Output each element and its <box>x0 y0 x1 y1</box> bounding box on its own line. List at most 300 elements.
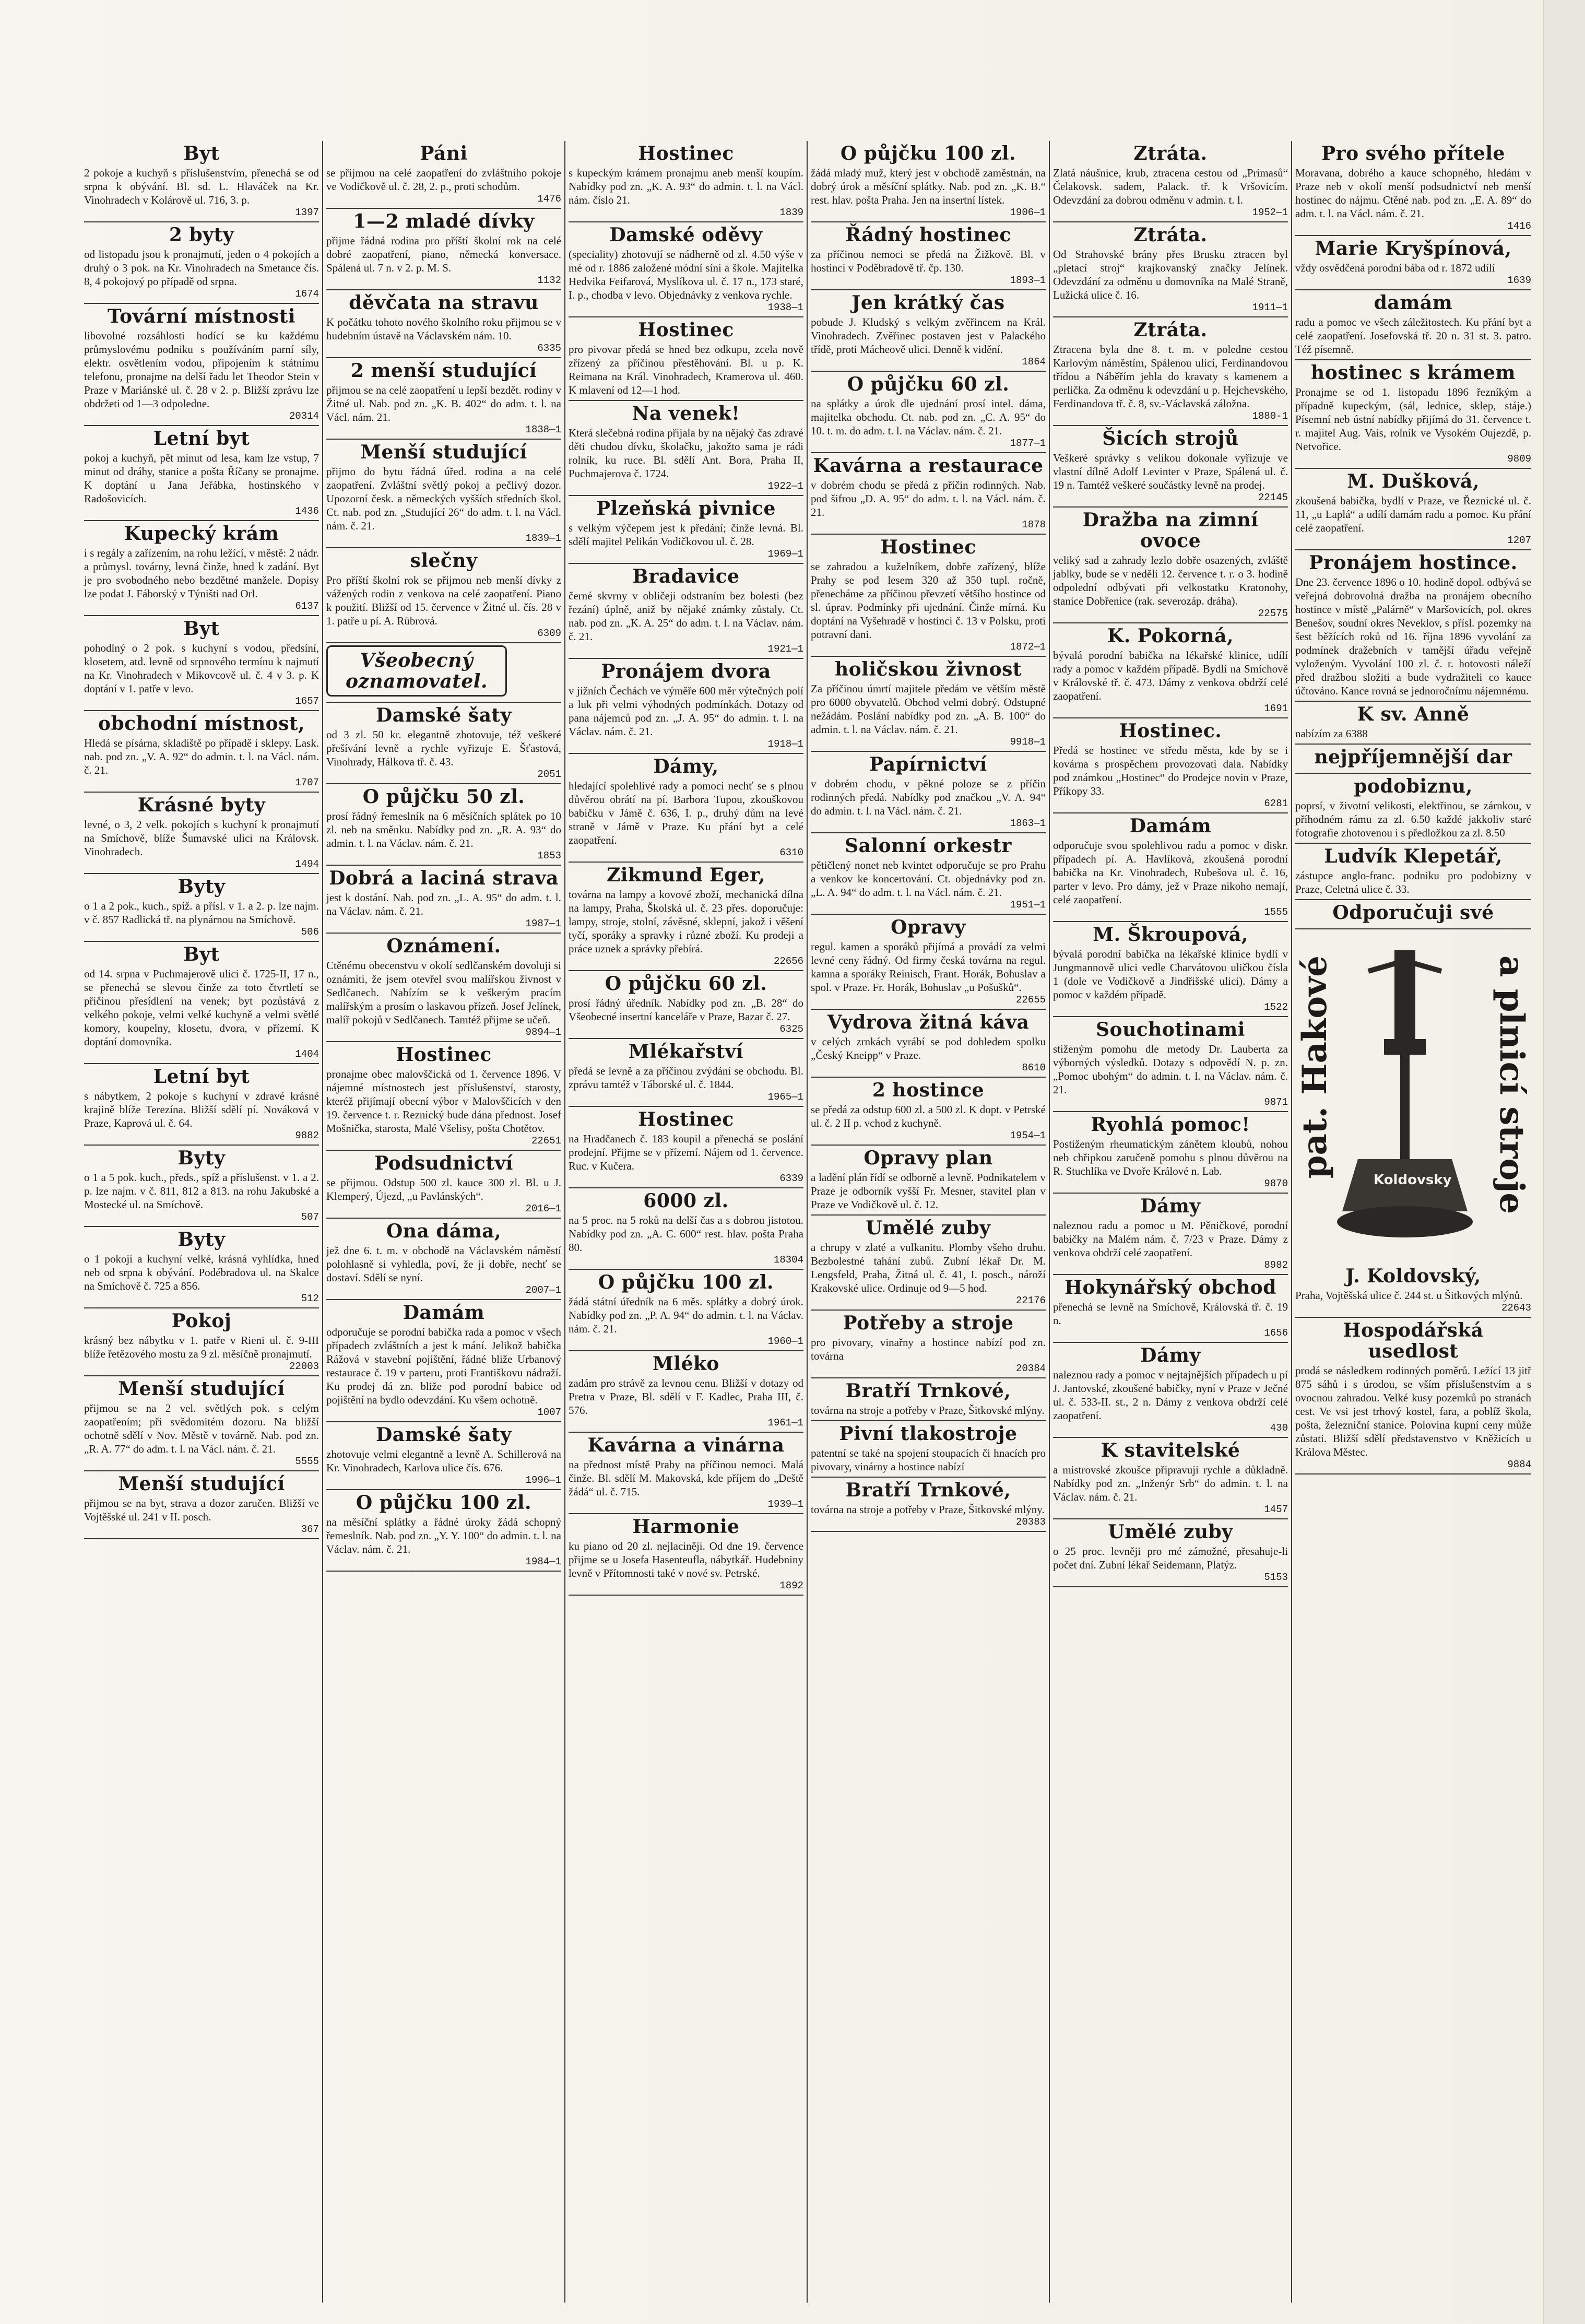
ad-title: Plzeňská pivnice <box>596 498 776 520</box>
ad-code: 1476 <box>537 193 561 205</box>
ad-body: zhotovuje velmi elegantně a levně A. Schillerová na Kr. Vinohradech, Karlova ulice čís. 676. <box>326 1448 561 1474</box>
ad-body: nabízím za 6388 <box>1295 727 1368 740</box>
ad-code: 22145 <box>1258 492 1288 503</box>
ad-title: Ryohlá pomoc! <box>1091 1114 1250 1136</box>
classified-ad <box>326 290 561 358</box>
ad-code: 1960—1 <box>767 1336 803 1347</box>
ad-code: 8982 <box>1264 1259 1288 1271</box>
ad-title: Dámy <box>1140 1344 1201 1366</box>
classified-ad <box>811 222 1046 290</box>
classified-ad <box>1295 469 1531 550</box>
ad-code: 5555 <box>295 1456 319 1467</box>
ad-code: 1864 <box>1022 356 1046 368</box>
page-margin <box>1543 0 1585 2324</box>
classified-ad <box>84 711 319 793</box>
ad-code: 20383 <box>1015 1516 1046 1528</box>
ad-code: 22655 <box>1015 994 1046 1006</box>
ad-title: Ztráta. <box>1133 224 1208 246</box>
ad-title: Podsudnictví <box>374 1152 513 1174</box>
ad-code: 1555 <box>1264 906 1288 918</box>
ad-body: žádá mladý muž, který jest v obchodě zaměstnán, na dobrý úrok a měsíční splátky. Nab. pod zn. „K. B.“ rest. hlav. pošta Praha. Jen na insertní lístek. <box>811 167 1046 206</box>
ad-code: 512 <box>301 1293 319 1304</box>
ad-title: Menší studující <box>360 441 527 463</box>
ad-code: 1954—1 <box>1010 1130 1046 1141</box>
classified-ad <box>1053 718 1288 813</box>
ad-title: K. Pokorná, <box>1107 625 1234 647</box>
ad-body: bývalá porodní babička na lékařské klinice, udílí rady a pomoc v každém případě. Bydlí na Smíchově v Královské tř. č. 473. Dámy z venkova obdrží celé zaopatření. <box>1053 649 1288 702</box>
classified-ad <box>569 496 803 564</box>
classified-ad <box>1295 702 1531 745</box>
ad-code: 1952—1 <box>1252 207 1288 218</box>
ad-body: v dobrém chodu se předá z příčin rodinných. Nab. pod šifrou „D. A. 95“ do adm. t. l. na Václ. nám. č. 21. <box>811 479 1046 518</box>
ad-code: 507 <box>301 1211 319 1223</box>
classified-ad <box>569 141 803 222</box>
ad-title: Hostinec <box>638 319 734 341</box>
ad-code: 9809 <box>1507 453 1531 465</box>
ad-body: prosí řádný úředník. Nabídky pod zn. „B. 28“ do Všeobecné insertní kanceláře v Praze, Bazar č. 27. <box>569 997 803 1023</box>
ad-body: na přednost místě Praby na příčinou nemoci. Malá činže. Bl. sdělí M. Makovská, kde příjem do „Deště žádá“ ul. č. 715. <box>569 1458 803 1498</box>
ad-code: 8610 <box>1022 1062 1046 1073</box>
classified-ad <box>1053 141 1288 222</box>
ad-body: stiženým pomohu dle metody Dr. Lauberta za výborných výsledků. Dotazy s odpovědí N. p. zn. „Pomoc ubohým“ do admin. t. l. na Václav. nám. č. 21. <box>1053 1043 1288 1096</box>
ad-body: hledající spolehlivé rady a pomoci nechť se s plnou důvěrou obrátí na pí. Barbora Tupou, zkouškovou babičku v Jámě č. 636, I. p., druhý dům na levé straně v Jámě v Praze. Ku přání byt a celé zaopatření. <box>569 780 803 846</box>
ad-code: 1878 <box>1022 519 1046 530</box>
ad-body: za příčinou nemoci se předá na Žižkově. Bl. v hostinci v Poděbradově tř. čp. 130. <box>811 248 1046 274</box>
classified-ad <box>569 1514 803 1596</box>
classified-ad <box>811 657 1046 752</box>
classified-ad <box>811 1146 1046 1216</box>
classified-ad <box>1295 745 1531 774</box>
ad-body: na splátky a úrok dle ujednání prosí intel. dáma, majitelka obchodu. Ct. nab. pod zn. „C. A. 95“ do 10. t. m. do adm. t. l. na Václav. nám. č. 21. <box>811 397 1046 437</box>
ad-body: 2 pokoje a kuchyň s příslušenstvím, přenechá se od srpna k obývání. Bl. sd. L. Hlaváček na Kr. Vinohradech v Kolárově ul. 716, 3. p. <box>84 167 319 206</box>
ad-title: Byty <box>178 876 226 898</box>
ad-title: Zikmund Eger, <box>607 864 765 886</box>
ad-title: Dobrá a laciná strava <box>329 867 559 889</box>
column-5 <box>1050 141 1292 2303</box>
ad-title: Ona dáma, <box>386 1220 502 1242</box>
ad-body: Která slečebná rodina přijala by na nějaký čas zdravé děti chudou dívku, školačku, jakožto sama je rádi rolník, ku ruce. Bl. sdělí Ant. Bora, Praha II, Puchmajerova č. 1724. <box>569 427 803 480</box>
ad-title: Hostinec <box>638 143 734 164</box>
ad-code: 1457 <box>1264 1504 1288 1515</box>
ad-title: Šicích strojů <box>1102 428 1239 450</box>
ad-body: v celých zrnkách vyrábí se pod dohledem spolku „Český Kneipp“ v Praze. <box>811 1035 1046 1061</box>
classified-ad <box>84 874 319 942</box>
classified-ad <box>1053 426 1288 508</box>
ad-body: Pronajme se od 1. listopadu 1896 řezníkým a případně kupeckým, (sál, lednice, sklep, stáje.) Písemní neb ústní nabídky přijímá do 31. července t. r. majitel Aug. Vais, rolník ve Vysokém Oujezdě, p. Netvořice. <box>1295 386 1531 453</box>
ad-body: naleznou radu a pomoc u M. Pěničkové, porodní babičky na Malém nám. č. 7/23 v Praze. Dámy z venkova obdrží celé zaopatření. <box>1053 1219 1288 1259</box>
ad-title: slečny <box>410 550 478 572</box>
ad-body: přijmou se na byt, strava a dozor zaručen. Bližší ve Vojtěšské ul. 241 v II. posch. <box>84 1497 319 1523</box>
classified-ad <box>1295 844 1531 900</box>
ad-title: nejpříjemnější dar <box>1314 746 1512 768</box>
ad-code: 430 <box>1270 1422 1288 1434</box>
ad-title: Ludvík Klepetář, <box>1324 845 1503 867</box>
ad-code: 1838—1 <box>525 424 561 435</box>
ad-title: Hokynářský obchod <box>1064 1277 1276 1299</box>
ad-title: damám <box>1374 292 1453 314</box>
ad-code: 1416 <box>1507 220 1531 232</box>
ad-title: Bratří Trnkové, <box>845 1479 1011 1501</box>
ad-body: a mistrovské zkoušce připravuji rychle a důkladně. Nabídky pod zn. „Inženýr Srb“ do admin. t. l. na Václav. nám. č. 21. <box>1053 1464 1288 1503</box>
classified-ad <box>811 1078 1046 1146</box>
ad-title: Byt <box>183 618 220 640</box>
ad-title: O půjčku 50 zl. <box>362 786 525 808</box>
ad-code: 506 <box>301 926 319 938</box>
ad-body: na měsíční splátky a řádné úroky žádá schopný řemeslník. Nab. pod zn. „Y. Y. 100“ do admin. t. l. na Václav. nám. č. 21. <box>326 1516 561 1555</box>
classified-ad <box>326 1042 561 1151</box>
classified-ad <box>1053 1519 1288 1587</box>
ad-title: Hospodářská usedlost <box>1343 1319 1484 1362</box>
ad-body: veliký sad a zahrady lezlo dobře osazených, zvláště jablky, bude se v neděli 12. července t. r. o 3. hodině odpolední odbývati při velkostatku Kratonohy, stanice Dobřenice (rak. severozáp. dráha). <box>1053 554 1288 607</box>
ad-body: se předá za odstup 600 zl. a 500 zl. K dopt. v Petrské ul. č. 2 II p. vchod z kuchyně. <box>811 1103 1046 1129</box>
ad-title: Potřeby a stroje <box>843 1312 1014 1334</box>
ad-body: továrna na stroje a potřeby v Praze, Šitkovské mlýny. <box>811 1503 1045 1516</box>
ad-body: o 25 proc. levněji pro mé zámožné, přesahuje-li počet dní. Zubní lékař Seidemann, Platýz. <box>1053 1545 1288 1571</box>
ad-code: 1911—1 <box>1252 302 1288 313</box>
classified-ad <box>84 1227 319 1308</box>
ad-code: 1951—1 <box>1010 899 1046 911</box>
ad-code: 1639 <box>1507 275 1531 286</box>
ad-body: předá se levně a za příčinou zvýdání se obchodu. Bl. zprávu tamtéž v Táborské ul. č. 1844. <box>569 1065 803 1091</box>
classified-ad <box>1295 1264 1531 1318</box>
ad-title: O půjčku 60 zl. <box>847 373 1010 395</box>
ad-title: Menší studující <box>118 1473 285 1495</box>
classified-ad <box>1053 813 1288 922</box>
classified-ad <box>1295 900 1531 929</box>
ad-body: přijme řádná rodina pro příští školní rok na celé dobré zaopatření, piano, německá konversace. Spálená ul. 7 n. v 2. p. M. S. <box>326 234 561 274</box>
ad-body: přijmo do bytu řádná úřed. rodina a na celé zaopatření. Zvláštní světlý pokoj a pečlivý dozor. Upozorní česk. a německých vyšších středních škol. Ct. nab. pod zn. „Studující 26“ do adm. t. l. na Václ. nám. č. 21. <box>326 465 561 532</box>
ad-body: a ladění plán řídí se odborně a levně. Podnikatelem v Praze je odborník vyšší Fr. Mesner, stavitel plan v Praze ve Vodičkově ul. č. 12. <box>811 1171 1046 1211</box>
ad-title: Pro svého přítele <box>1321 143 1505 164</box>
ad-code: 1961—1 <box>767 1417 803 1429</box>
ad-code: 1707 <box>295 777 319 788</box>
ad-code: 1969—1 <box>767 548 803 560</box>
ad-code: 6339 <box>779 1173 803 1184</box>
ad-body: prodá se následkem rodinných poměrů. Ležící 13 jitř 875 sáhů i s úrodou, se vším příslušenstvím a s ovocnou zahradou. Velké kusy pozemků po stranách cest. Ve vsi jest trhový kostel, fara, a poblíž škola, pošta, železniční stanice. Polovina kupní ceny může zůstati. Bližší sdělí představenstvo v Kněžicích u Králova Městec. <box>1295 1364 1531 1458</box>
ad-title: Kavárna a restaurace <box>813 455 1044 477</box>
ad-title: K sv. Anně <box>1357 703 1470 725</box>
column-4 <box>808 141 1050 2303</box>
ad-code: 1921—1 <box>767 643 803 655</box>
ad-code: 6137 <box>295 600 319 612</box>
ad-body: odporučuje se porodní babička rada a pomoc v všech případech zvláštních a jest k mání. Jelikož babička Rážová v stavební pojištění, řádné bliže Urbanový restaurace č. 19 v parteru, proti Františkovu nádraží. Ku prodej dá zn. bliže pod porodní babice od pojištění na bydlo odevzdání. Ku všem ochotně. <box>326 1326 561 1406</box>
ad-body: v dobrém chodu, v pěkné poloze se z příčin rodinných předá. Nabídky pod značkou „V. A. 94“ do admin. t. l. na Václ. nám. č. 21. <box>811 777 1046 817</box>
ad-code: 367 <box>301 1524 319 1535</box>
ad-body: radu a pomoc ve všech záležitostech. Ku přání byt a celé zaopatření. Josefovská tř. 20 n. 31 st. 3. patro. Též písemně. <box>1295 316 1531 356</box>
ad-body: ku piano od 20 zl. nejlaciněji. Od dne 19. července přijme se u Josefa Hasenteufla, nábytkář. Hudebniny levně v Přítomnosti také v nové sv. Petrské. <box>569 1540 803 1579</box>
ad-code: 1656 <box>1264 1327 1288 1339</box>
ad-title: Dámy, <box>653 756 719 777</box>
ad-code: 20314 <box>289 410 319 422</box>
ad-title: Pronájem hostince. <box>1309 552 1518 574</box>
ad-title: 1—2 mladé dívky <box>353 210 535 232</box>
ad-code: 22575 <box>1258 608 1288 619</box>
ad-title: Páni <box>420 143 468 164</box>
ad-title: Salonní orkestr <box>845 835 1012 857</box>
ad-body: na Hradčanech č. 183 koupil a přenechá se poslání prodejní. Přijme se v přízemí. Nájem od 1. července. Ruc. v Kučera. <box>569 1132 803 1172</box>
classified-ad <box>569 1351 803 1433</box>
ad-code: 1984—1 <box>525 1556 561 1567</box>
ad-body: s velkým výčepem jest k předání; činže levná. Bl. sdělí majitel Pelikán Vodičkovou ul. č. 28. <box>569 522 803 548</box>
column-3 <box>565 141 808 2303</box>
ad-code: 18304 <box>773 1254 803 1266</box>
classified-ad <box>326 703 561 784</box>
ad-body: patentní se také na spojení stoupacích či hnacích pro pivovary, vinárny a hostince nabízí <box>811 1447 1046 1473</box>
classified-ad <box>811 1378 1046 1421</box>
ad-body: Ztracena byla dne 8. t. m. v poledne cestou Karlovým náměstím, Spálenou ulicí, Ferdinandovou třídou a Náběřím jehla do kravaty s kamenem a perlička. Za odměnu k odevzdání u p. Hejchevského, Ferdinandova tř. č. 8, sv.-Václavská záložna. <box>1053 343 1288 410</box>
ad-code: 22656 <box>773 955 803 967</box>
ad-body: libovolné rozsáhlosti hodící se ku každému průmyslovému podniku s používáním parní síly, elektr. osvětlením vodou, připojením k státnímu telefonu, pronajme na delší řadu let Theodor Stein v Praze v Mariánské ul. č. 28 v 2. p. Bližší zprávu lze obdržeti od 1—3 odpoledne. <box>84 329 319 410</box>
tap-drawing-icon <box>1327 940 1483 1253</box>
ad-body: pobude J. Kludský s velkým zvěřincem na Král. Vinohradech. Zvěřinec postaven jest v Palackého třídě, proti Mácheově ulici. Denně k vidění. <box>811 316 1046 356</box>
ad-body: přijmou se na 2 vel. světlých pok. s celým zaopatřením; při svědomitém dozoru. Na bližší ochotně sdělí v Nov. Městě v továrně. Nab. pod zn. „R. A. 77“ do adm. t. l. na Václ. nám. č. 21. <box>84 1402 319 1455</box>
classified-ad <box>1053 1438 1288 1519</box>
classified-ad <box>84 942 319 1064</box>
ad-title: holičskou živnost <box>834 658 1022 680</box>
ad-code: 5153 <box>1264 1572 1288 1583</box>
ad-code: 6325 <box>779 1023 803 1035</box>
ad-body: Postiženým rheumatickým zánětem kloubů, nohou neb chřipkou zaručeně pomohu s plnou důvěrou na R. Stuchlíka ve Dvoře Králové n. Lab. <box>1053 1138 1288 1177</box>
ad-title: Byty <box>178 1229 226 1251</box>
classified-ad <box>811 1421 1046 1478</box>
ad-body: továrna na stroje a potřeby v Praze, Šitkovské mlýny. <box>811 1404 1045 1417</box>
ad-body: zástupce anglo-franc. podniku pro podobizny v Praze, Celetná ulice č. 33. <box>1295 869 1531 895</box>
classified-ad <box>326 1151 561 1219</box>
classified-ad <box>84 222 319 304</box>
classified-ad <box>569 1039 803 1107</box>
ad-body: vždy osvědčená porodní bába od r. 1872 udílí <box>1295 262 1495 274</box>
ad-body: Praha, Vojtěšská ulice č. 244 st. u Šitkových mlýnů. <box>1295 1289 1523 1302</box>
classified-ad <box>569 659 803 754</box>
classified-ad <box>1295 290 1531 360</box>
ad-body: Ctěnému obecenstvu v okolí sedlčanském dovoluji si oznámiti, že jsem otevřel svou malířskou živnost v Sedlčanech. Nabízím se k veškerým pracím malířským a prosím o laskavou přízeň. Josef Jelínek, malíř pokojů v Sedlčanech. Tamtéž přijme se učeň. <box>326 959 561 1026</box>
ad-title: Všeobecný oznamovatel. <box>326 645 507 697</box>
ad-body: od 14. srpna v Puchmajerově ulici č. 1725-II, 17 n., se přenechá se slevou činže za toto čtvrtletí se přičinou přesídlení na venek; byt pozůstává z velkého pokoje, velmi velké kuchyně a velmi světlé komory, koupelny, klosetu, dvora, v přízemí. K doptání domovníka. <box>84 968 319 1048</box>
ad-code: 1872—1 <box>1010 641 1046 653</box>
classified-ad <box>326 866 561 934</box>
ad-title: O půjčku 100 zl. <box>356 1492 532 1514</box>
ad-code: 1839 <box>779 207 803 218</box>
ad-title: Damské oděvy <box>609 224 763 246</box>
ad-title: Kupecký krám <box>124 523 279 545</box>
ad-code: 2016—1 <box>525 1203 561 1214</box>
ad-title: podobiznu, <box>1354 775 1473 797</box>
beer-tap-illustration <box>1295 935 1531 1258</box>
ad-title: děvčata na stravu <box>349 292 539 314</box>
classified-ad <box>811 1311 1046 1378</box>
ad-title: Tovární místnosti <box>107 305 296 327</box>
ad-title: Damské šaty <box>376 704 512 726</box>
ad-title: Ztráta. <box>1133 319 1208 341</box>
ad-code: 9918—1 <box>1010 736 1046 748</box>
classified-ad <box>326 209 561 290</box>
ad-code: 1893—1 <box>1010 275 1046 286</box>
ad-body: K počátku tohoto nového školního roku přijmou se v hudebním ústavě na Václavském nám. 10. <box>326 316 561 342</box>
classified-ad <box>1295 550 1531 702</box>
ad-code: 1880-1 <box>1252 410 1288 422</box>
ad-body: Dne 23. července 1896 o 10. hodině dopol. odbývá se veřejná dobrovolná dražba na pronájem obecního hostince v místě „Palárně“ v Maršovicích, pol. okres Benešov, soudní okres Neveklov, s přísl. pozemky na šest běžících roků od 16. října 1896 vyvolání za podmínek dražebních v tamější úřadu veřejně vyloženým. Vyvolání 100 zl. č. r. hotovosti náleží před dražbou složiti a bude vydražiteli co kauce účtováno. Kance rovná se jednoročnímu nájemnému. <box>1295 576 1531 697</box>
column-2 <box>323 141 565 2303</box>
classified-ad <box>1053 222 1288 317</box>
ad-title: obchodní místnost, <box>98 713 305 735</box>
ad-title: Hostinec. <box>1119 720 1222 742</box>
classified-ad <box>569 971 803 1039</box>
ad-body: Za příčinou úmrtí majitele předám ve větším městě pro 6000 obyvatelů. Obchod velmi dobrý. Odstupné nežádám. Poslání nabídky pod zn. „A. B. 100“ do admin. t. l. na Václav. nám. č. 21. <box>811 682 1046 736</box>
ad-title: Damám <box>1129 815 1212 837</box>
classified-ad <box>569 401 803 496</box>
ad-title: Bratří Trnkové, <box>845 1380 1011 1402</box>
classified-ad <box>1053 1194 1288 1275</box>
ad-body: přijmou se na celé zaopatření u lepší bezdět. rodiny v Žitné ul. Nab. pod zn. „K. B. 402“ do adm. t. l. na Václ. nám. 21. <box>326 384 561 423</box>
ad-code: 2051 <box>537 769 561 780</box>
classified-ad <box>569 222 803 317</box>
ad-title: Vydrova žitná káva <box>827 1011 1030 1033</box>
ad-title: M. Škroupová, <box>1093 924 1248 946</box>
ad-body: naleznou rady a pomoc v nejtajnějších případech u pí J. Jantovské, zkoušené babičky, nyní v Praze v Ječné ul. č. 533-II. st., 2 n. Dámy z venkova obdrží celé zaopatření. <box>1053 1369 1288 1422</box>
ad-code: 1207 <box>1507 535 1531 546</box>
ad-title: Souchotinami <box>1096 1019 1245 1041</box>
ad-body: Moravana, dobrého a kauce schopného, hledám v Praze neb v okolí menší podsudnictví neb menší hostinec do nájmu. Ctěné nab. pod zn. „E. A. 89“ do adm. t. l. na Václ. nám. č. 21. <box>1295 167 1531 220</box>
classified-ad <box>1053 317 1288 426</box>
ad-title: 2 byty <box>169 224 234 246</box>
ad-title: Menší studující <box>118 1378 285 1400</box>
ad-title: Opravy plan <box>864 1147 993 1169</box>
ad-body: žádá státní úředník na 6 měs. splátky a dobrý úrok. Nabídky pod zn. „P. A. 94“ do admin. t. l. na Václav. nám. č. 21. <box>569 1295 803 1335</box>
ad-code: 9894—1 <box>525 1027 561 1038</box>
ad-body: Od Strahovské brány přes Brusku ztracen byl „pletací stroj“ krajkovanský značky Jelínek. Odevzdání za odměnu u domovníka na Malé Straně, Lužická ulice č. 16. <box>1053 248 1288 301</box>
ad-code: 9882 <box>295 1130 319 1141</box>
ad-code: 22643 <box>1501 1302 1531 1314</box>
ad-code: 1494 <box>295 858 319 870</box>
ad-code: 1657 <box>295 695 319 707</box>
ad-title: Umělé zuby <box>866 1217 991 1239</box>
classified-ad <box>326 1490 561 1572</box>
ad-title: Krásné byty <box>137 794 266 816</box>
ad-body: Předá se hostinec ve středu města, kde by se i kovárna s prospěchem provozovati dala. Nabídky pod známkou „Hostinec“ do Prodejce novin v Praze, Příkopy 33. <box>1053 744 1288 797</box>
classified-ad <box>326 1219 561 1300</box>
column-6 <box>1292 141 1534 2303</box>
ad-code: 1853 <box>537 850 561 862</box>
classified-ad <box>326 548 561 643</box>
ad-code: 1522 <box>1264 1001 1288 1013</box>
ad-body: i s regály a zařízením, na rohu ležící, v městě: 2 nádr. a průmysl. továrny, levná činže, hned k zadání. Byt je pro svobodného nebo bezdětné manžele. Dopisy lze podat J. Fáborský v Týništi nad Orl. <box>84 547 319 600</box>
classified-ad <box>326 141 561 209</box>
classified-ad <box>1053 1275 1288 1343</box>
ad-body: o 1 a 5 pok. kuch., předs., spíž a příslušenst. v 1. a 2. p. lze najm. v č. 811, 812 a 813. na rohu Jakubské a Mostecké ul. na Smíchově. <box>84 1171 319 1211</box>
ad-code: 2007—1 <box>525 1284 561 1296</box>
ad-body: Veškeré správky s velikou dokonale vyřizuje ve vlastní dílně Adolf Levinter v Praze, Spálená ul. č. 19 n. Tamtéž veškeré součástky levně na prodej. <box>1053 452 1288 491</box>
ad-body: zadám pro strávě za levnou cenu. Bližší v dotazy od Pretra v Praze, Bl. sdělí v F. Kadlec, Praha III, č. 576. <box>569 1377 803 1417</box>
ad-body: o 1 pokoji a kuchyní velké, krásná vyhlídka, hned neb od srpna k obývání. Podébradova ul. na Skalce na Smíchově č. 725 a 856. <box>84 1253 319 1292</box>
ad-body: od listopadu jsou k pronajmutí, jeden o 4 pokojích a druhý o 3 pok. na Kr. Vinohradech na Smetance čís. 8, 4 pokojový po případě od srpna. <box>84 248 319 288</box>
ad-code: 1996—1 <box>525 1474 561 1486</box>
ad-code: 1906—1 <box>1010 207 1046 218</box>
classified-ad <box>84 616 319 711</box>
ad-code: 1938—1 <box>767 302 803 313</box>
classified-ad <box>1295 1318 1531 1474</box>
ad-code: 1397 <box>295 207 319 218</box>
ad-title: 2 hostince <box>872 1079 985 1101</box>
classified-ad <box>84 1064 319 1146</box>
ad-title: Pivní tlakostroje <box>839 1423 1018 1445</box>
classified-ad <box>1295 774 1531 844</box>
classified-ad <box>569 863 803 971</box>
ad-body: (speciality) zhotovují se nádherně od zl. 4.50 výše v mé od r. 1886 založené módní síni a škole. Majitelka Hedvika Feifarová, Myslíkova ul. č. 17 n., 173 staré, I. p., chodba v levo. Objednávky z venkova rychle. <box>569 248 803 301</box>
ad-title: J. Koldovský, <box>1345 1265 1481 1287</box>
ad-title: O půjčku 100 zl. <box>840 143 1016 164</box>
ad-body: a chrupy v zlaté a vulkanitu. Plomby všeho druhu. Bezbolestné tahání zubů. Zubní lékař Dr. M. Lengsfeld, Praha, Žitná ul. č. 41, I. posch., nároží Krakovské ulice. Ordinuje od 9—5 hod. <box>811 1241 1046 1294</box>
ad-code: 22176 <box>1015 1295 1046 1306</box>
ad-body: Hledá se písárna, skladiště po případě i sklepy. Lask. nab. pod zn. „V. A. 92“ do admin. t. l. na Václ. nám. č. 21. <box>84 737 319 776</box>
ad-title: Hostinec <box>638 1108 734 1130</box>
ad-code: 6281 <box>1264 798 1288 809</box>
ad-title: Harmonie <box>632 1516 740 1538</box>
classified-ad <box>1295 360 1531 469</box>
ad-title: Mléko <box>653 1353 719 1375</box>
ad-code: 1987—1 <box>525 918 561 929</box>
classified-ad <box>326 1422 561 1490</box>
ad-code: 9884 <box>1507 1459 1531 1470</box>
tap-label: Koldovsky <box>1374 1172 1452 1188</box>
ad-code: 1922—1 <box>767 480 803 492</box>
ad-code: 1839—1 <box>525 533 561 544</box>
classified-ad <box>84 521 319 616</box>
ad-title: Kavárna a vinárna <box>587 1434 785 1456</box>
classified-ad <box>1053 1017 1288 1112</box>
classified-ad <box>569 564 803 659</box>
classified-ad <box>326 934 561 1042</box>
ad-code: 1877—1 <box>1010 438 1046 449</box>
classified-ad <box>811 453 1046 535</box>
ad-body: pro pivovar předá se hned bez odkupu, zcela nově zřízený za příčinou přestěhování. Bl. u p. K. Reimana na Král. Vinohradech, Kramerova ul. 460. K mlavení od 12—1 hod. <box>569 343 803 396</box>
classified-ad <box>811 1010 1046 1078</box>
ad-body: zkoušená babička, bydlí v Praze, ve Řeznické ul. č. 11, „u Laplá“ a udílí damám radu a pomoc. Ku přání celé zaopatření. <box>1295 494 1531 534</box>
ad-body: se zahradou a kuželníkem, dobře zařízený, blíže Prahy se pod lesem 320 až 350 tupl. ročně, přenecháme za příčinou převzetí většího hostince od sl. úprav. Podmínky při ujednání. Činže mírná. Ku doptání na Vyšehradě v hostinci č. 13 v Polsku, proti potravní dani. <box>811 560 1046 641</box>
ad-title: M. Dušková, <box>1347 470 1480 492</box>
ad-body: s nábytkem, 2 pokoje s kuchyní v zdravé krásné krajině blíže Terezína. Bližší sdělí pí. Nováková v Praze, Kaprová ul. č. 64. <box>84 1090 319 1129</box>
classified-ad <box>84 1146 319 1227</box>
classified-ad <box>811 372 1046 453</box>
ad-title: 2 menší studující <box>350 360 537 382</box>
ad-code: 22651 <box>531 1135 561 1147</box>
classified-ad <box>84 1308 319 1376</box>
ad-title: Byt <box>183 943 220 965</box>
ad-body: na 5 proc. na 5 roků na delší čas a s dobrou jistotou. Nabídky pod zn. „A. C. 600“ rest. hlav. pošta Praha 80. <box>569 1214 803 1254</box>
ad-title: Mlékařství <box>628 1041 744 1063</box>
ad-title: K stavitelské <box>1101 1440 1240 1461</box>
ad-body: odporučuje svou spolehlivou radu a pomoc v diskr. případech pí. A. Havlíková, zkoušená porodní babička na Kr. Vinohradech, Rubešova ul. č. 16, parter v levo. Pro dámy, jež v Praze nikoho nemají, celé zaopatření. <box>1053 839 1288 906</box>
classified-ad <box>326 784 561 866</box>
classified-ad <box>1053 623 1288 718</box>
ad-code: 1436 <box>295 505 319 517</box>
ad-code: 9871 <box>1264 1096 1288 1108</box>
classified-ad <box>326 1300 561 1422</box>
ad-body: se přijmou na celé zaopatření do zvláštního pokoje ve Vodičkově ul. č. 28, 2. p., proti schodům. <box>326 167 561 193</box>
ad-body: od 3 zl. 50 kr. elegantně zhotovuje, též veškeré přešívání levně a rychle vyřizuje E. Šťastová, Vinohrady, Hálkova tř. č. 43. <box>326 728 561 768</box>
ad-body: továrna na lampy a kovové zboží, mechanická dílna na lampy, Praha, Školská ul. č. 23 přes. doporučuje: lampy, stroje, stolní, závěsné, sklepní, jakož i věšení tyčí, sporáky a spravky i různé zboží. Ku prodeji a práce uznek a správky přebírá. <box>569 888 803 955</box>
classified-ad <box>1053 922 1288 1017</box>
ad-body: přenechá se levně na Smíchově, Královská tř. č. 19 n. <box>1053 1301 1288 1327</box>
ad-body: pro pivovary, vinařny a hostince nabízí pod zn. továrna <box>811 1336 1046 1362</box>
ad-body: jest k dostání. Nab. pod zn. „L. A. 95“ do adm. t. l. na Václav. nám. č. 21. <box>326 891 561 917</box>
classified-ad <box>1295 236 1531 290</box>
ad-body: prosí řádný řemeslník na 6 měsíčních splátek po 10 zl. neb na směnku. Nabídky pod zn. „R. A. 93“ do admin. t. l. na Václav. nám. č. 21. <box>326 810 561 850</box>
ad-code: 6309 <box>537 628 561 639</box>
classified-ad <box>811 915 1046 1010</box>
ad-title: Ztráta. <box>1133 143 1208 164</box>
classified-ad <box>811 1478 1046 1532</box>
ad-title: Letní byt <box>153 428 250 450</box>
